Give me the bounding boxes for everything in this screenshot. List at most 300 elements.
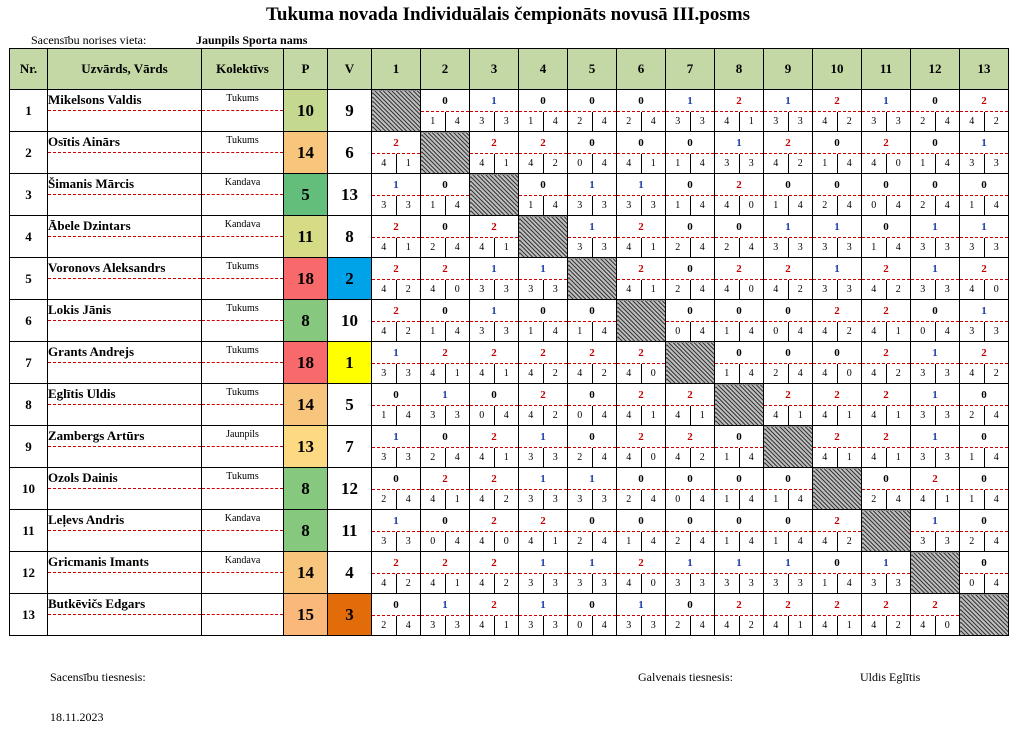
match-cell [715, 90, 764, 132]
match-points: 0 [372, 385, 420, 406]
match-cell [715, 468, 764, 510]
match-points: 2 [617, 385, 665, 406]
player-name: Ozols Dainis [48, 468, 201, 489]
match-points: 0 [813, 133, 861, 154]
score-opponent: 1 [895, 409, 901, 421]
match-cell [960, 510, 1009, 552]
score-own: 2 [911, 196, 936, 215]
player-row [10, 510, 1009, 552]
match-score [568, 364, 616, 383]
match-score [813, 322, 861, 341]
score-own: 3 [372, 196, 397, 215]
score-own: 3 [666, 112, 691, 131]
score-opponent: 4 [748, 535, 754, 547]
score-opponent: 3 [797, 577, 803, 589]
match-score [372, 322, 420, 341]
score-opponent: 2 [405, 283, 411, 295]
match-score [911, 406, 959, 425]
player-number: 12 [10, 552, 48, 594]
match-points: 0 [666, 469, 714, 490]
score-opponent: 2 [993, 115, 999, 127]
match-cell [470, 384, 519, 426]
match-cell [764, 90, 813, 132]
score-own: 3 [911, 238, 936, 257]
score-opponent: 4 [944, 115, 950, 127]
score-own: 0 [862, 196, 887, 215]
score-own: 4 [813, 616, 838, 635]
player-team-cell [202, 594, 284, 636]
match-cell [519, 258, 568, 300]
score-opponent: 3 [993, 325, 999, 337]
score-own: 2 [666, 238, 691, 257]
match-points: 1 [764, 91, 812, 112]
self-match-cell [372, 90, 421, 132]
score-opponent: 3 [503, 115, 509, 127]
match-points: 2 [421, 553, 469, 574]
match-score [617, 280, 665, 299]
score-opponent: 3 [699, 577, 705, 589]
score-opponent: 4 [454, 325, 460, 337]
match-score [666, 196, 714, 215]
match-score [519, 196, 567, 215]
player-place: 8 [328, 216, 372, 258]
match-score [911, 280, 959, 299]
score-opponent: 2 [797, 283, 803, 295]
match-cell [911, 90, 960, 132]
match-score [617, 196, 665, 215]
match-cell [715, 300, 764, 342]
player-name-cell [48, 384, 202, 426]
match-cell [764, 594, 813, 636]
score-opponent: 3 [552, 577, 558, 589]
match-cell [715, 132, 764, 174]
match-score [568, 322, 616, 341]
match-score [421, 406, 469, 425]
match-cell [862, 342, 911, 384]
match-cell [911, 510, 960, 552]
score-opponent: 1 [503, 619, 509, 631]
score-own: 3 [617, 196, 642, 215]
score-own: 4 [813, 532, 838, 551]
score-opponent: 4 [405, 493, 411, 505]
match-score [862, 196, 910, 215]
score-opponent: 1 [895, 325, 901, 337]
match-cell [911, 426, 960, 468]
match-score [519, 448, 567, 467]
match-cell [666, 426, 715, 468]
match-score [960, 532, 1008, 551]
match-points: 0 [617, 133, 665, 154]
match-score [911, 322, 959, 341]
score-own: 4 [666, 406, 691, 425]
score-opponent: 4 [601, 115, 607, 127]
match-cell [519, 90, 568, 132]
score-opponent: 0 [944, 619, 950, 631]
score-opponent: 3 [993, 157, 999, 169]
score-own: 0 [568, 406, 593, 425]
match-score [666, 406, 714, 425]
score-opponent: 2 [552, 157, 558, 169]
match-points: 2 [666, 385, 714, 406]
match-cell [519, 594, 568, 636]
match-cell [862, 258, 911, 300]
match-score [568, 490, 616, 509]
score-opponent: 1 [650, 241, 656, 253]
score-opponent: 4 [699, 493, 705, 505]
score-own: 3 [568, 574, 593, 593]
score-own: 1 [764, 532, 789, 551]
score-opponent: 3 [944, 451, 950, 463]
match-score [470, 448, 518, 467]
score-own: 1 [960, 490, 985, 509]
player-team-cell [202, 552, 284, 594]
match-score [421, 364, 469, 383]
score-own: 2 [960, 532, 985, 551]
match-cell [862, 384, 911, 426]
match-score [470, 574, 518, 593]
header-col-13: 13 [960, 49, 1009, 90]
match-cell [519, 132, 568, 174]
match-cell [813, 300, 862, 342]
match-score [519, 280, 567, 299]
score-own: 4 [764, 280, 789, 299]
match-cell [764, 552, 813, 594]
score-own: 4 [470, 490, 495, 509]
score-own: 4 [470, 364, 495, 383]
player-team-cell [202, 342, 284, 384]
score-own: 0 [666, 322, 691, 341]
score-own: 3 [911, 280, 936, 299]
match-points: 0 [764, 343, 812, 364]
match-points: 2 [470, 343, 518, 364]
score-own: 0 [421, 532, 446, 551]
match-score [666, 574, 714, 593]
match-cell [421, 594, 470, 636]
score-own: 3 [764, 574, 789, 593]
player-points: 14 [284, 552, 328, 594]
score-own: 4 [372, 154, 397, 173]
player-number: 2 [10, 132, 48, 174]
match-points: 1 [911, 217, 959, 238]
match-score [421, 574, 469, 593]
score-opponent: 2 [552, 409, 558, 421]
player-team: Tukums [202, 258, 283, 279]
match-points: 2 [960, 91, 1008, 112]
score-own: 2 [862, 490, 887, 509]
match-cell [666, 594, 715, 636]
match-cell [960, 216, 1009, 258]
player-number: 7 [10, 342, 48, 384]
match-points: 1 [568, 217, 616, 238]
match-points: 1 [715, 133, 763, 154]
match-cell [862, 216, 911, 258]
player-name-cell [48, 426, 202, 468]
score-opponent: 2 [601, 367, 607, 379]
player-name-cell [48, 300, 202, 342]
match-points: 1 [960, 133, 1008, 154]
match-points: 0 [715, 427, 763, 448]
score-opponent: 0 [846, 367, 852, 379]
score-own: 3 [911, 532, 936, 551]
match-points: 1 [715, 553, 763, 574]
player-row [10, 90, 1009, 132]
score-own: 1 [666, 196, 691, 215]
match-score [715, 574, 763, 593]
score-opponent: 0 [650, 367, 656, 379]
player-team [202, 594, 283, 615]
match-cell [813, 594, 862, 636]
header-col-12: 12 [911, 49, 960, 90]
match-score [960, 238, 1008, 257]
match-cell [568, 594, 617, 636]
player-name: Gricmanis Imants [48, 552, 201, 573]
match-score [764, 322, 812, 341]
match-points: 2 [519, 343, 567, 364]
self-match-cell [666, 342, 715, 384]
score-own: 2 [715, 238, 740, 257]
score-own: 3 [862, 574, 887, 593]
score-opponent: 4 [748, 367, 754, 379]
match-points: 2 [764, 385, 812, 406]
score-own: 4 [960, 112, 985, 131]
match-points: 0 [960, 427, 1008, 448]
match-points: 0 [862, 175, 910, 196]
match-points: 2 [960, 343, 1008, 364]
match-score [421, 322, 469, 341]
match-cell [911, 468, 960, 510]
score-own: 2 [617, 112, 642, 131]
match-points: 2 [617, 259, 665, 280]
score-opponent: 1 [650, 409, 656, 421]
match-cell [715, 342, 764, 384]
score-own: 0 [568, 154, 593, 173]
match-points: 1 [519, 553, 567, 574]
player-points: 15 [284, 594, 328, 636]
score-opponent: 4 [552, 325, 558, 337]
match-score [715, 196, 763, 215]
score-own: 4 [813, 364, 838, 383]
header-col-11: 11 [862, 49, 911, 90]
match-points: 1 [764, 217, 812, 238]
match-cell [372, 300, 421, 342]
match-cell [470, 300, 519, 342]
match-cell [568, 132, 617, 174]
player-place: 9 [328, 90, 372, 132]
score-own: 3 [421, 616, 446, 635]
match-points: 1 [617, 175, 665, 196]
score-own: 2 [813, 196, 838, 215]
player-place: 10 [328, 300, 372, 342]
player-team: Tukums [202, 384, 283, 405]
match-points: 1 [666, 91, 714, 112]
score-opponent: 4 [601, 325, 607, 337]
score-opponent: 4 [797, 199, 803, 211]
score-opponent: 3 [944, 283, 950, 295]
match-points: 2 [372, 259, 420, 280]
match-score [568, 532, 616, 551]
match-cell [813, 174, 862, 216]
score-own: 4 [862, 448, 887, 467]
score-opponent: 4 [699, 535, 705, 547]
match-points: 0 [813, 175, 861, 196]
match-cell [960, 132, 1009, 174]
score-own: 4 [617, 154, 642, 173]
match-cell [862, 132, 911, 174]
match-points: 0 [764, 175, 812, 196]
match-cell [960, 258, 1009, 300]
match-points: 1 [862, 553, 910, 574]
player-name-cell [48, 216, 202, 258]
score-opponent: 3 [552, 451, 558, 463]
score-own: 1 [813, 574, 838, 593]
score-own: 3 [911, 406, 936, 425]
match-score [666, 616, 714, 635]
match-cell [960, 426, 1009, 468]
match-cell [813, 510, 862, 552]
match-score [764, 616, 812, 635]
score-opponent: 1 [503, 157, 509, 169]
match-cell [960, 552, 1009, 594]
match-points: 2 [813, 301, 861, 322]
match-score [862, 280, 910, 299]
match-score [862, 490, 910, 509]
player-row [10, 552, 1009, 594]
match-points: 0 [421, 427, 469, 448]
score-own: 4 [519, 154, 544, 173]
match-score [666, 490, 714, 509]
match-cell [666, 384, 715, 426]
player-team-cell [202, 468, 284, 510]
match-points: 0 [617, 469, 665, 490]
match-points: 0 [568, 427, 616, 448]
match-cell [470, 594, 519, 636]
match-cell [764, 468, 813, 510]
player-name: Grants Andrejs [48, 342, 201, 363]
match-score [519, 574, 567, 593]
match-cell [862, 594, 911, 636]
match-points: 0 [911, 301, 959, 322]
score-own: 4 [470, 616, 495, 635]
score-opponent: 4 [503, 409, 509, 421]
score-opponent: 4 [405, 619, 411, 631]
score-opponent: 4 [797, 493, 803, 505]
player-row [10, 174, 1009, 216]
score-own: 2 [568, 112, 593, 131]
match-score [715, 532, 763, 551]
player-team-cell [202, 216, 284, 258]
match-cell [666, 300, 715, 342]
score-own: 4 [862, 616, 887, 635]
match-points: 0 [568, 301, 616, 322]
match-score [813, 448, 861, 467]
match-score [470, 616, 518, 635]
player-row [10, 342, 1009, 384]
score-own: 4 [715, 280, 740, 299]
match-cell [519, 300, 568, 342]
match-score [813, 616, 861, 635]
score-own: 2 [372, 490, 397, 509]
score-own: 4 [617, 448, 642, 467]
header-row [10, 49, 1009, 90]
player-team: Tukums [202, 342, 283, 363]
match-score [960, 154, 1008, 173]
match-cell [372, 594, 421, 636]
player-row [10, 216, 1009, 258]
score-own: 4 [519, 406, 544, 425]
self-match-cell [617, 300, 666, 342]
player-place: 6 [328, 132, 372, 174]
score-opponent: 0 [895, 157, 901, 169]
score-own: 3 [715, 574, 740, 593]
match-points: 0 [911, 91, 959, 112]
score-own: 2 [960, 406, 985, 425]
match-score [911, 532, 959, 551]
match-score [764, 490, 812, 509]
match-points: 2 [764, 133, 812, 154]
match-points: 0 [519, 175, 567, 196]
header-col-5: 5 [568, 49, 617, 90]
self-match-cell [911, 552, 960, 594]
match-points: 0 [666, 511, 714, 532]
player-name-cell [48, 468, 202, 510]
match-score [911, 196, 959, 215]
header-col-8: 8 [715, 49, 764, 90]
match-cell [519, 552, 568, 594]
match-cell [813, 132, 862, 174]
player-team: Tukums [202, 468, 283, 489]
player-row [10, 594, 1009, 636]
score-own: 4 [421, 490, 446, 509]
match-cell [568, 300, 617, 342]
match-cell [764, 174, 813, 216]
match-points: 0 [764, 511, 812, 532]
score-opponent: 2 [846, 535, 852, 547]
match-cell [519, 384, 568, 426]
match-score [519, 322, 567, 341]
match-cell [715, 510, 764, 552]
player-name-cell [48, 510, 202, 552]
match-points: 1 [911, 259, 959, 280]
match-points: 2 [519, 511, 567, 532]
match-score [911, 616, 959, 635]
match-score [862, 448, 910, 467]
score-own: 3 [764, 238, 789, 257]
score-own: 2 [911, 112, 936, 131]
player-row [10, 426, 1009, 468]
header-col-2: 2 [421, 49, 470, 90]
player-points: 8 [284, 510, 328, 552]
match-score [568, 574, 616, 593]
match-score [617, 616, 665, 635]
score-own: 3 [813, 238, 838, 257]
score-own: 3 [470, 112, 495, 131]
match-cell [617, 258, 666, 300]
match-score [715, 154, 763, 173]
match-points: 1 [911, 511, 959, 532]
score-opponent: 4 [895, 199, 901, 211]
score-opponent: 1 [895, 451, 901, 463]
score-own: 4 [715, 196, 740, 215]
match-cell [764, 342, 813, 384]
player-name: Zambergs Artūrs [48, 426, 201, 447]
match-points: 2 [715, 259, 763, 280]
header-nr: Nr. [10, 49, 48, 90]
match-points: 0 [960, 511, 1008, 532]
match-cell [715, 594, 764, 636]
score-own: 3 [568, 196, 593, 215]
score-opponent: 3 [944, 409, 950, 421]
match-points: 2 [960, 259, 1008, 280]
